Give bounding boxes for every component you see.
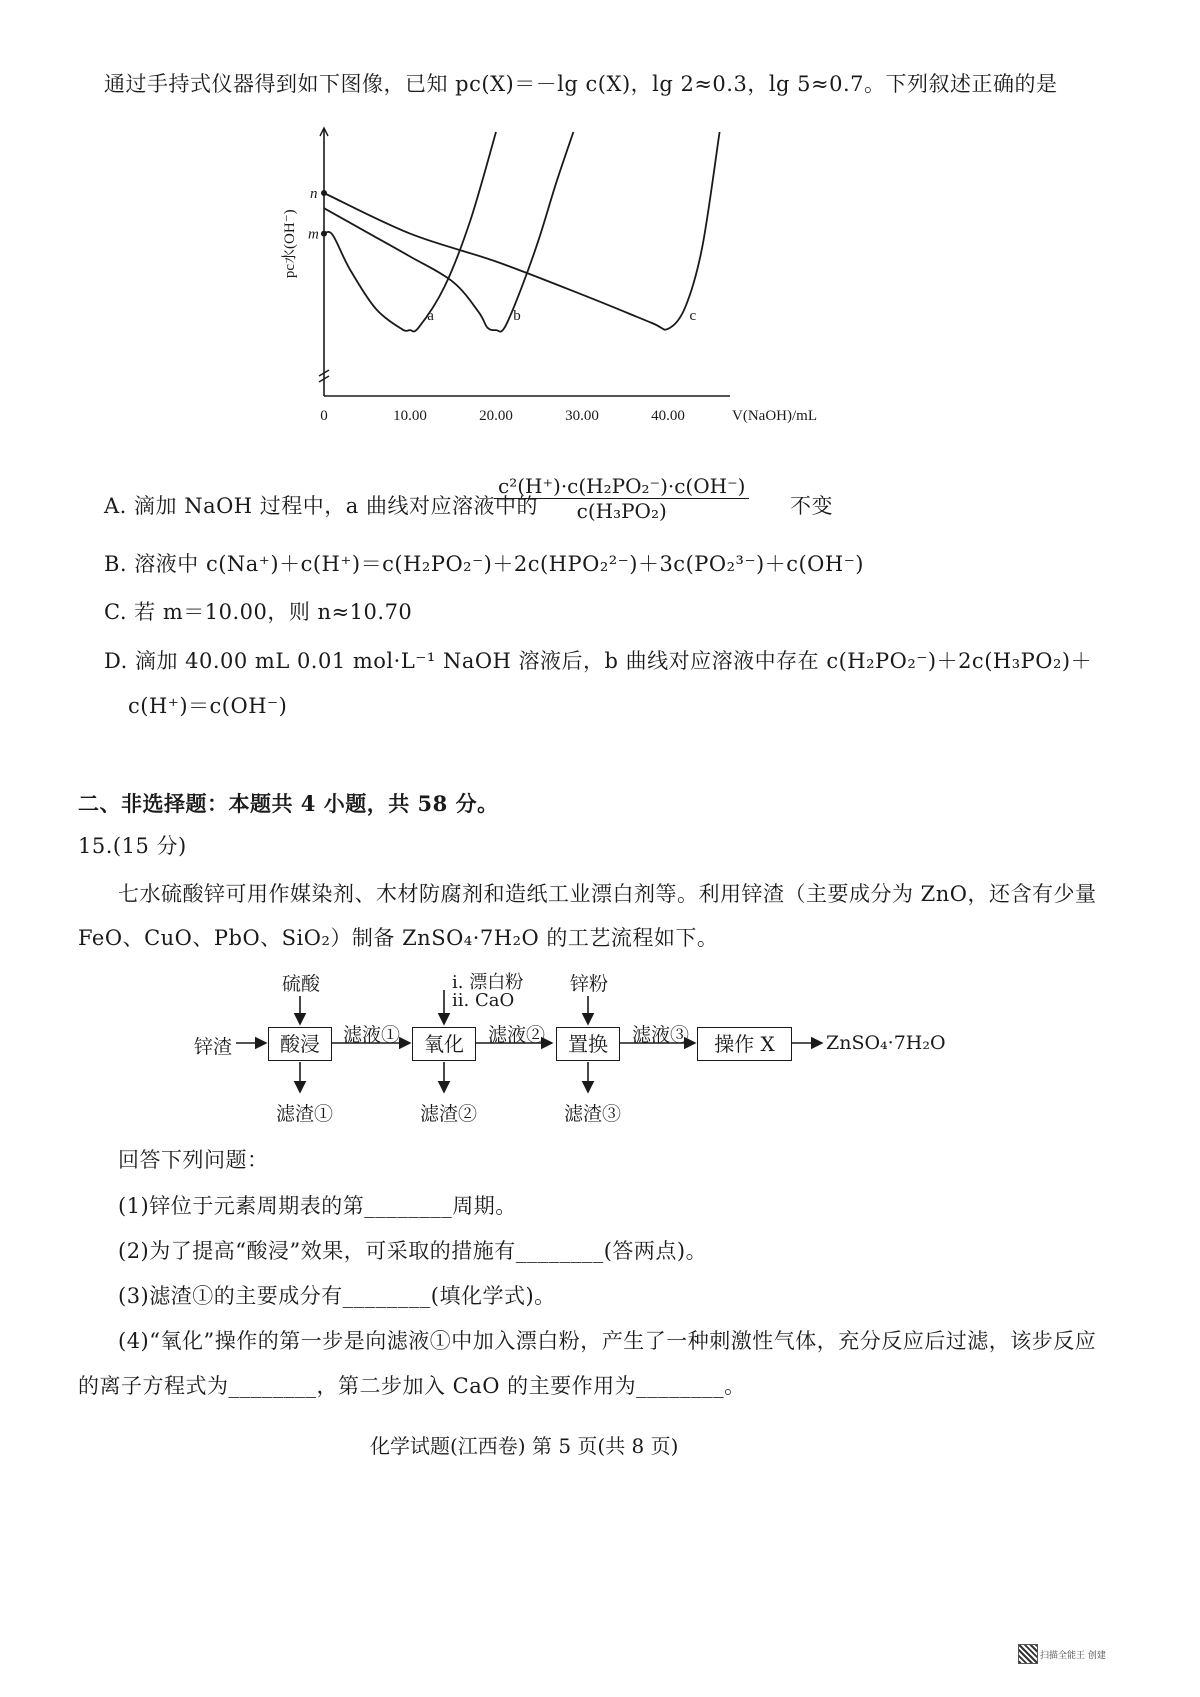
flow-product: ZnSO₄·7H₂O [826,1032,946,1054]
x-tick-label: 0 [320,408,328,424]
flow-reagent-zinc-powder: 锌粉 [570,973,609,995]
option-b: B. 溶液中 c(Na⁺)＋c(H⁺)＝c(H₂PO₂⁻)＋2c(HPO₂²⁻)＋3c(PO₂³⁻)＋c(OH⁻) [104,552,864,576]
x-tick-label: 20.00 [479,408,513,424]
flow-reagent-sulfuric-acid: 硫酸 [282,973,321,995]
option-d-line2: c(H⁺)＝c(OH⁻) [128,694,288,718]
qr-code-icon [1018,1644,1038,1664]
y-mark-m: m [308,226,319,243]
flow-step-replacement: 置换 [556,1027,620,1061]
answer-prompt: 回答下列问题： [118,1148,269,1172]
flow-residue-1: 滤渣① [276,1103,334,1125]
option-c: C. 若 m＝10.00，则 n≈10.70 [104,600,413,624]
x-axis-label: V(NaOH)/mL [732,408,817,424]
subquestion-4-line1: (4)“氧化”操作的第一步是向滤液①中加入漂白粉，产生了一种刺激性气体，充分反应后过滤，该步反应 [118,1329,1097,1353]
question-15-number: 15.(15 分) [78,834,187,858]
flow-reagent-cao: ⅱ. CaO [452,990,515,1011]
flow-step-operation-x: 操作 X [697,1027,792,1061]
section-2-title: 二、非选择题：本题共 4 小题，共 58 分。 [78,791,499,816]
flow-filtrate-2: 滤液② [488,1024,546,1046]
y-axis-label: pc水(OH⁻) [282,209,298,279]
flow-residue-3: 滤渣③ [564,1103,622,1125]
subquestion-4-line2: 的离子方程式为________，第二步加入 CaO 的主要作用为________。 [78,1374,746,1398]
flow-step-oxidation: 氧化 [412,1027,476,1061]
scanner-watermark: 扫描全能王 创建 [1040,1651,1106,1661]
curve-label-b: b [513,307,521,324]
x-tick-label: 10.00 [393,408,427,424]
option-a-suffix: 不变 [790,494,833,518]
flow-residue-2: 滤渣② [420,1103,478,1125]
subquestion-2: (2)为了提高“酸浸”效果，可采取的措施有________(答两点)。 [118,1239,708,1263]
x-tick-label: 40.00 [651,408,685,424]
fraction-numerator: c²(H⁺)·c(H₂PO₂⁻)·c(OH⁻) [494,474,749,499]
subquestion-3: (3)滤渣①的主要成分有________(填化学式)。 [118,1284,556,1308]
y-mark-n: n [310,185,318,202]
flow-step-acid-leach: 酸浸 [268,1027,332,1061]
page-footer: 化学试题(江西卷) 第 5 页(共 8 页) [370,1434,679,1458]
question-15-intro-line1: 七水硫酸锌可用作媒染剂、木材防腐剂和造纸工业漂白剂等。利用锌渣（主要成分为 ZnO，还含有少量 [118,882,1097,906]
curve-label-a: a [427,307,434,324]
question-intro: 通过手持式仪器得到如下图像，已知 pc(X)＝－lg c(X)，lg 2≈0.3，lg 5≈0.7。下列叙述正确的是 [104,72,1058,96]
flow-reagent-bleaching-powder: ⅰ. 漂白粉 [452,972,524,993]
question-15-intro-line2: FeO、CuO、PbO、SiO₂）制备 ZnSO₄·7H₂O 的工艺流程如下。 [78,926,719,950]
fraction-denominator: c(H₃PO₂) [576,499,667,523]
subquestion-1: (1)锌位于元素周期表的第________周期。 [118,1194,517,1218]
flow-filtrate-1: 滤液① [343,1024,401,1046]
flow-filtrate-3: 滤液③ [632,1024,690,1046]
flow-input: 锌渣 [194,1036,233,1058]
option-d-line1: D. 滴加 40.00 mL 0.01 mol·L⁻¹ NaOH 溶液后，b 曲线对应溶液中存在 c(H₂PO₂⁻)＋2c(H₃PO₂)＋ [104,649,1093,673]
x-tick-label: 30.00 [565,408,599,424]
curve-label-c: c [689,307,697,324]
option-a-prefix: A. 滴加 NaOH 过程中，a 曲线对应溶液中的 [104,494,538,518]
